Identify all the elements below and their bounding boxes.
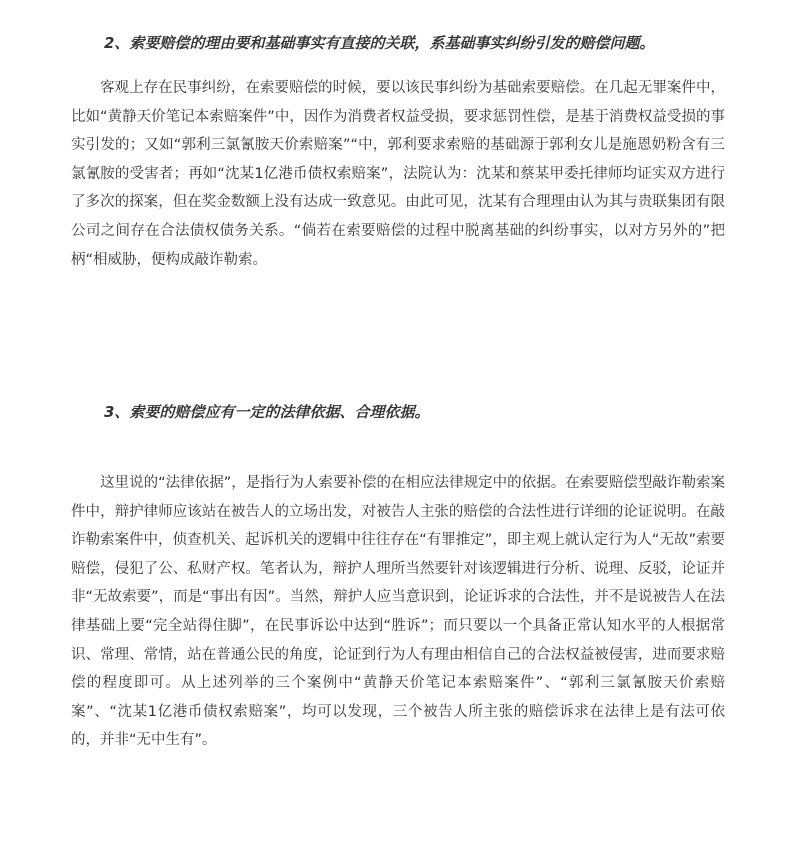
section-heading-2: 2、索要赔偿的理由要和基础事实有直接的关联，系基础事实纠纷引发的赔偿问题。 [104,34,655,52]
paragraph-legal-basis: 这里说的“法律依据”，是指行为人索要补偿的在相应法律规定中的依据。在索要赔偿型敲诈勒索案件中，辩护律师应该站在被告人的立场出发，对被告人主张的赔偿的合法性进行详细的论证说明。在敲诈勒索案件中，侦查机关、起诉机关的逻辑中往往存在“有罪推定”，即主观上就认定行为人“无故”索要赔偿，侵犯了公、私财产权。笔者认为，辩护人理所当然要针对该逻辑进行分析、说理、反驳，论证并非“无故索要”，而是“事出有因”。当然，辩护人应当意识到，论证诉求的合法性，并不是说被告人在法律基础上要“完全站得住脚”，在民事诉讼中达到“胜诉”；而只要以一个具备正常认知水平的人根据常识、常理、常情，站在普通公民的角度，论证到行为人有理由相信自己的合法权益被侵害，进而要求赔偿的程度即可。从上述列举的三个案例中“黄静天价笔记本索赔案件”、“郭利三氯氰胺天价索赔案”、“沈某1亿港币债权索赔案”，均可以发现，三个被告人所主张的赔偿诉求在法律上是有法可依的，并非“无中生有”。 [71,475,725,749]
section-heading-3: 3、索要的赔偿应有一定的法律依据、合理依据。 [104,403,430,421]
paragraph-basic-facts: 客观上存在民事纠纷，在索要赔偿的时候，要以该民事纠纷为基础索要赔偿。在几起无罪案件中，比如“黄静天价笔记本索赔案件”中，因作为消费者权益受损，要求惩罚性偿，是基于消费权益受损的事实引发的；又如“郭利三氯氰胺天价索赔案”“中，郭利要求索赔的基础源于郭利女儿是施恩奶粉含有三氯氰胺的受害者；再如“沈某1亿港币债权索赔案”，法院认为：沈某和蔡某甲委托律师均证实双方进行了多次的探案，但在奖金数额上没有达成一致意见。由此可见，沈某有合理理由认为其与贵联集团有限公司之间存在合法债权债务关系。“倘若在索要赔偿的过程中脱离基础的纠纷事实，以对方另外的”把柄“相威胁，便构成敲诈勒索。 [71,80,725,268]
